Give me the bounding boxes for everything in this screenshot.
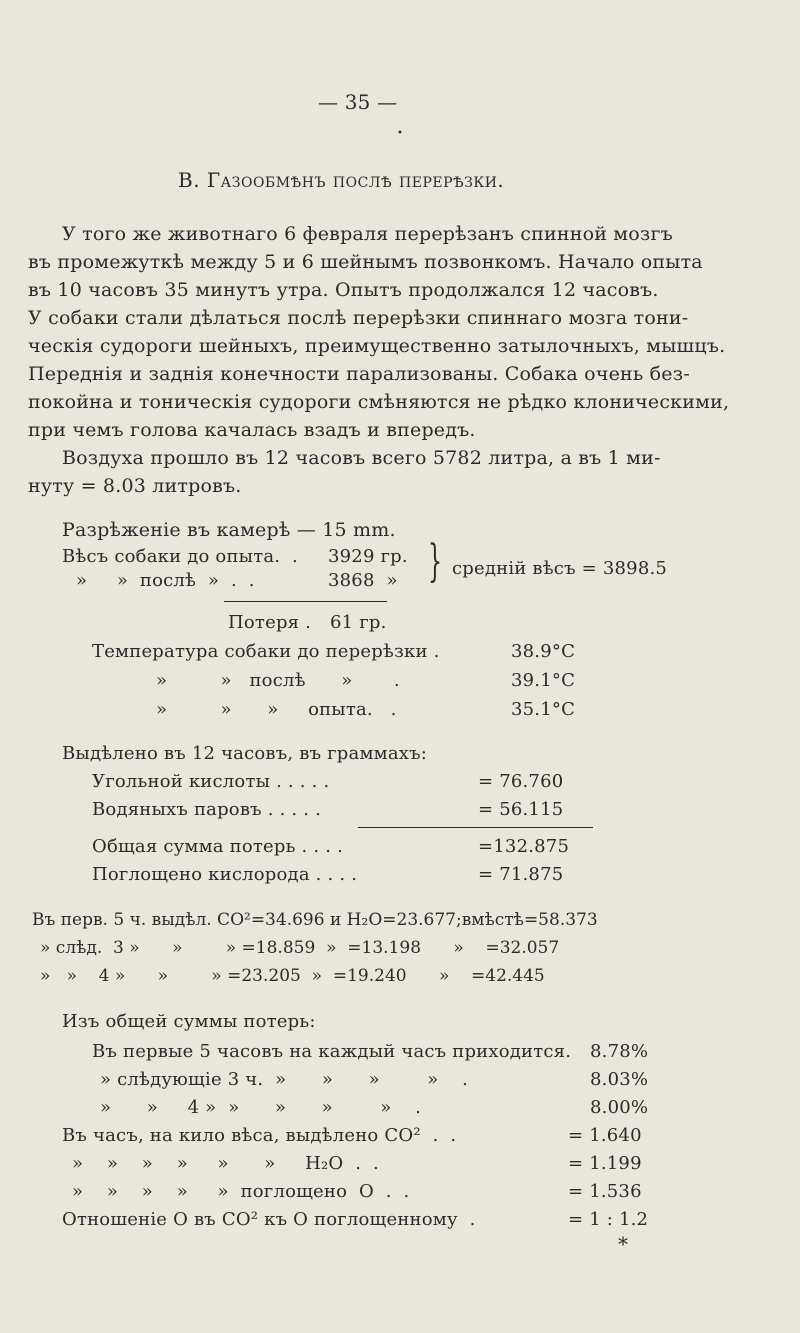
footer-mark: * bbox=[618, 1232, 629, 1256]
excreted-heading: Выдѣлено въ 12 часовъ, въ граммахъ: bbox=[62, 743, 428, 764]
excreted-label: Водяныхъ паровъ . . . . . bbox=[92, 799, 322, 820]
paragraph-line: У того же животнаго 6 февраля перерѣзанъ спинной мозгъ bbox=[62, 223, 673, 245]
weight-before-value: 3929 гр. bbox=[328, 546, 408, 567]
temperature-label: » » » опыта. . bbox=[156, 699, 397, 720]
paragraph-line: при чемъ голова качалась взадъ и впередъ. bbox=[28, 419, 476, 441]
temperature-value: 38.9°C bbox=[511, 641, 576, 662]
excreted-label: Угольной кислоты . . . . . bbox=[92, 771, 330, 792]
paragraph-line: У собаки стали дѣлаться послѣ перерѣзки спиннаго мозга тони- bbox=[28, 307, 689, 329]
brace-icon: } bbox=[428, 536, 442, 587]
paragraph-line: Переднія и заднія конечности парализованы. Собака очень без- bbox=[28, 363, 690, 385]
total-label: Общая сумма потерь . . . . bbox=[92, 836, 344, 857]
summary-value: 8.00% bbox=[590, 1097, 649, 1118]
paragraph-line: ческія судороги шейныхъ, преимущественно затылочныхъ, мышцъ. bbox=[28, 335, 726, 357]
period-row: Въ перв. 5 ч. выдѣл. CO²=34.696 и H₂O=23.677;вмѣстѣ=58.373 bbox=[32, 910, 598, 930]
summary-value: = 1 : 1.2 bbox=[568, 1209, 649, 1230]
temperature-label: Температура собаки до перерѣзки . bbox=[92, 641, 440, 662]
summary-value: = 1.536 bbox=[568, 1181, 642, 1202]
temperature-value: 35.1°C bbox=[511, 699, 576, 720]
print-mark: • bbox=[397, 128, 404, 139]
summary-value: 8.03% bbox=[590, 1069, 649, 1090]
excreted-value: = 76.760 bbox=[478, 771, 564, 792]
total-label: Поглощено кислорода . . . . bbox=[92, 864, 358, 885]
summary-label: » » 4 » » » » » . bbox=[100, 1097, 422, 1118]
paragraph-line: въ промежуткѣ между 5 и 6 шейнымъ позвонкомъ. Начало опыта bbox=[28, 251, 703, 273]
paragraph-line: Воздуха прошло въ 12 часовъ всего 5782 литра, а въ 1 ми- bbox=[62, 447, 661, 469]
weight-loss-label: Потеря . bbox=[228, 612, 312, 633]
vacuum-line: Разрѣженіе въ камерѣ — 15 mm. bbox=[62, 519, 396, 541]
divider bbox=[224, 601, 387, 602]
summary-label: Отношеніе O въ CO² къ O поглощенному . bbox=[62, 1209, 476, 1230]
paragraph-line: нуту = 8.03 литровъ. bbox=[28, 475, 242, 497]
summary-label: » слѣдующіе 3 ч. » » » » . bbox=[100, 1069, 469, 1090]
summary-label: Въ часъ, на кило вѣса, выдѣлено CO² . . bbox=[62, 1125, 457, 1146]
weight-after-value: 3868 » bbox=[328, 570, 398, 591]
temperature-value: 39.1°C bbox=[511, 670, 576, 691]
divider bbox=[358, 827, 593, 828]
excreted-value: = 56.115 bbox=[478, 799, 564, 820]
total-value: =132.875 bbox=[478, 836, 570, 857]
weight-before-label: Вѣсъ собаки до опыта. . bbox=[62, 546, 298, 567]
summary-value: 8.78% bbox=[590, 1041, 649, 1062]
summary-value: = 1.199 bbox=[568, 1153, 642, 1174]
page-number: — 35 — bbox=[318, 90, 398, 114]
temperature-label: » » послѣ » . bbox=[156, 670, 400, 691]
period-row: » » 4 » » » =23.205 » =19.240 » =42.445 bbox=[40, 966, 545, 986]
average-weight: средній вѣсъ = 3898.5 bbox=[452, 558, 668, 579]
weight-after-label: » » послѣ » . . bbox=[76, 570, 255, 591]
section-heading: В. Газообмѣнъ послѣ перерѣзки. bbox=[178, 168, 505, 192]
summary-heading: Изъ общей суммы потерь: bbox=[62, 1011, 316, 1032]
summary-label: Въ первые 5 часовъ на каждый часъ приходится. bbox=[92, 1041, 572, 1062]
period-row: » слѣд. 3 » » » =18.859 » =13.198 » =32.057 bbox=[40, 938, 560, 958]
weight-loss-value: 61 гр. bbox=[330, 612, 387, 633]
total-value: = 71.875 bbox=[478, 864, 564, 885]
summary-value: = 1.640 bbox=[568, 1125, 642, 1146]
summary-label: » » » » » » H₂O . . bbox=[72, 1153, 379, 1174]
summary-label: » » » » » поглощено O . . bbox=[72, 1181, 410, 1202]
paragraph-line: въ 10 часовъ 35 минутъ утра. Опытъ продолжался 12 часовъ. bbox=[28, 279, 659, 301]
paragraph-line: покойна и тоническія судороги смѣняются не рѣдко клоническими, bbox=[28, 391, 730, 413]
